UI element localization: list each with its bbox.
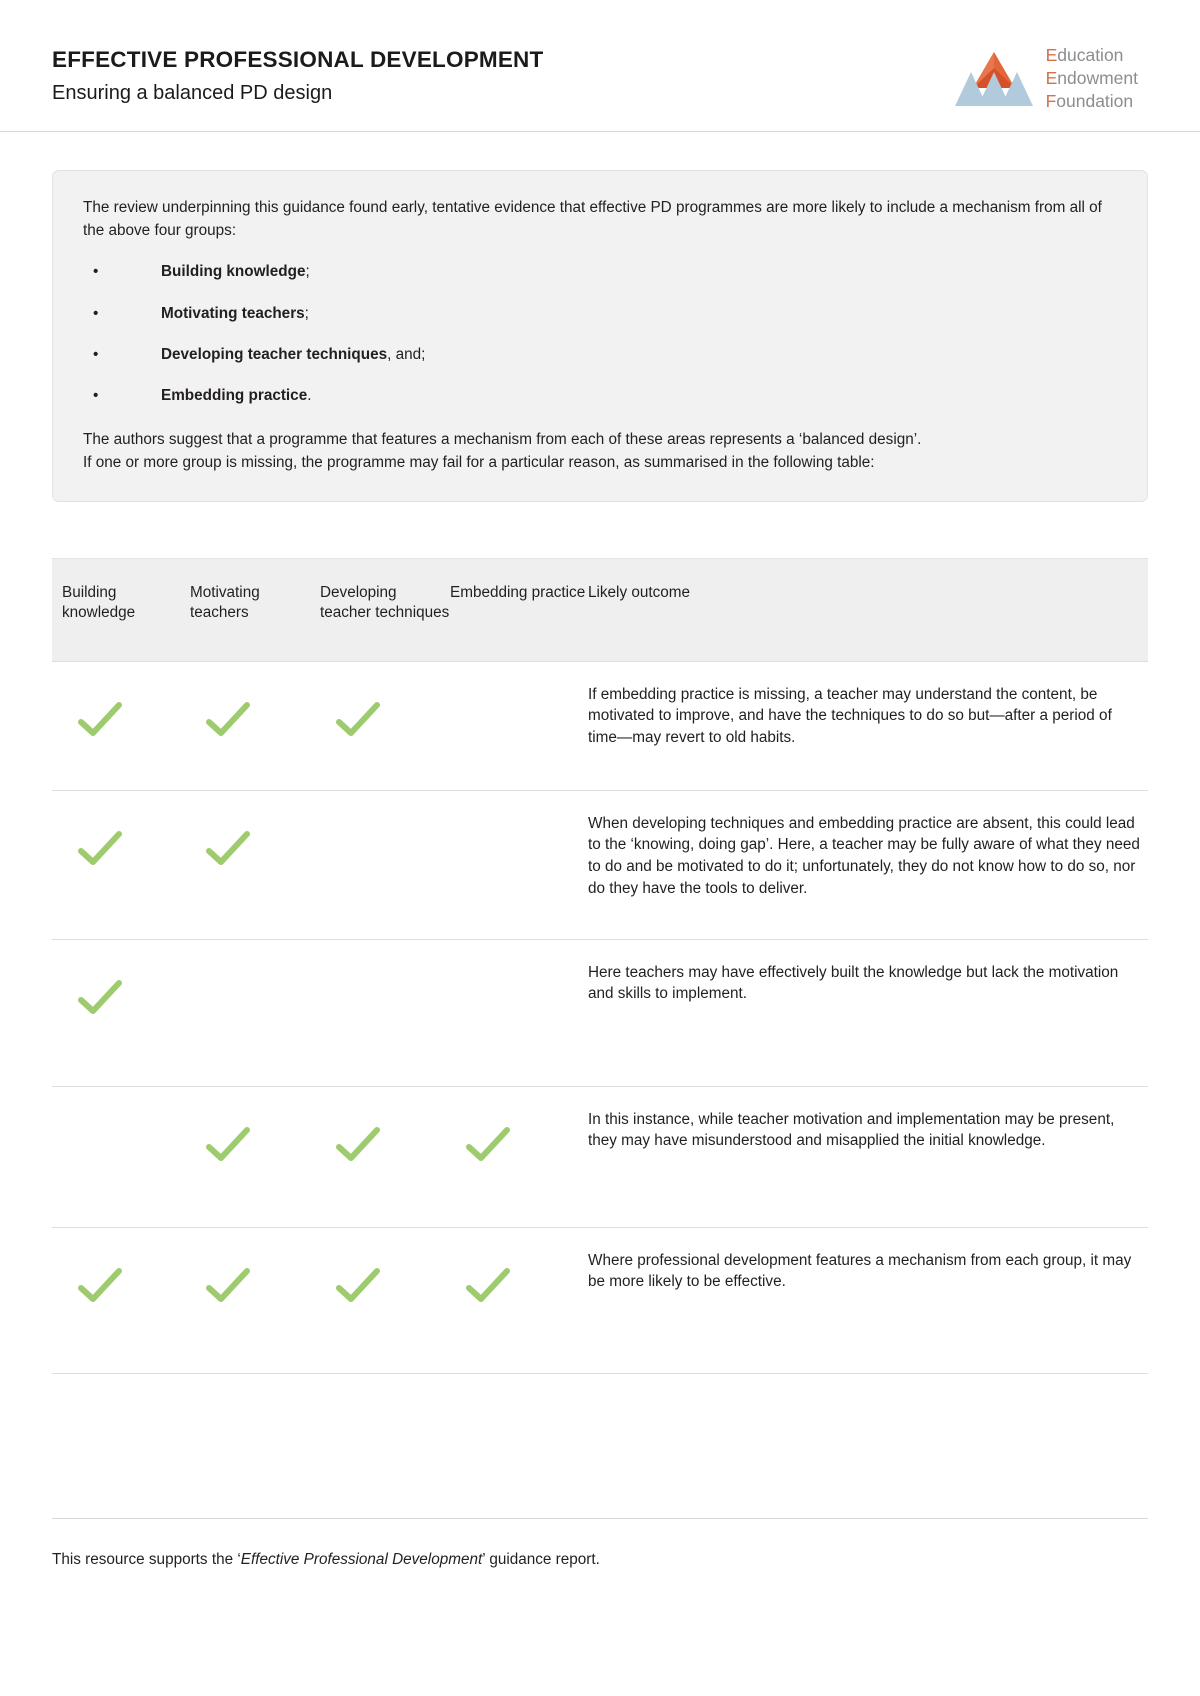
logo-line-education: Education — [1045, 45, 1124, 65]
check-icon — [76, 700, 124, 740]
check-icon — [334, 700, 382, 740]
table-row — [52, 790, 1148, 939]
table-row — [52, 1227, 1148, 1373]
cell-motivating-teachers — [190, 662, 320, 762]
balanced-design-table — [52, 558, 1148, 1474]
check-icon — [204, 829, 252, 869]
table-header-row — [52, 558, 1148, 661]
table-row — [52, 939, 1148, 1086]
column-header-building-knowledge: Building knowledge — [62, 583, 136, 622]
eef-logo-text — [1046, 44, 1138, 113]
footer-report-title: Effective Professional Development — [240, 1550, 483, 1568]
list-item-label: Building knowledge — [161, 263, 306, 281]
list-item-label: Developing teacher techniques — [161, 345, 388, 363]
check-icon — [464, 1266, 512, 1306]
list-item-tail: , and; — [387, 345, 426, 363]
check-icon — [334, 1266, 382, 1306]
column-header-embedding-practice: Embedding practice — [450, 583, 586, 601]
cell-building-knowledge — [52, 940, 190, 1040]
header-divider — [0, 131, 1200, 132]
cell-developing-teacher-techniques — [320, 662, 450, 762]
footer-prefix: This resource supports the ‘ — [52, 1550, 241, 1568]
check-icon — [76, 1266, 124, 1306]
cell-developing-teacher-techniques — [320, 791, 450, 851]
cell-likely-outcome: Where professional development features a mechanism from each group, it may be more likely to be effective. — [588, 1251, 1132, 1291]
check-icon — [334, 1125, 382, 1165]
cell-building-knowledge — [52, 1087, 190, 1147]
header-titles — [52, 40, 543, 106]
mechanism-group-list — [83, 261, 1117, 407]
bullet-icon: • — [93, 304, 99, 322]
cell-likely-outcome: If embedding practice is missing, a teacher may understand the content, be motivated to improve, and have the techniques to do so but—after a period of time—may revert to old habits. — [588, 685, 1112, 747]
check-icon — [204, 1125, 252, 1165]
check-icon — [464, 1125, 512, 1165]
cell-motivating-teachers — [190, 791, 320, 891]
cell-motivating-teachers — [190, 940, 320, 1000]
bullet-icon: • — [93, 387, 99, 405]
cell-motivating-teachers — [190, 1228, 320, 1328]
table-row — [52, 1086, 1148, 1227]
list-item — [83, 344, 1117, 365]
column-header-motivating-teachers: Motivating teachers — [190, 583, 260, 622]
cell-developing-teacher-techniques — [320, 1087, 450, 1187]
footer-text — [52, 1549, 1148, 1570]
page-footer — [52, 1518, 1148, 1600]
list-item-tail: ; — [304, 304, 309, 322]
cell-likely-outcome: When developing techniques and embedding practice are absent, this could lead to the ‘knowing, doing gap’. Here, a teacher may be fully aware of what they need to do and be motivated to do it; unfortunately, they do not know how to do so, nor do they have the tools to deliver. — [588, 814, 1140, 897]
intro-outro-text — [83, 429, 1117, 475]
cell-embedding-practice — [450, 662, 588, 722]
bullet-icon: • — [93, 263, 99, 281]
cell-embedding-practice — [450, 1087, 588, 1187]
intro-outro-line-2: If one or more group is missing, the programme may fail for a particular reason, as summarised in the following table: — [83, 453, 875, 471]
list-item — [83, 385, 1117, 406]
logo-line-foundation: Foundation — [1045, 91, 1134, 112]
bullet-icon: • — [93, 345, 99, 363]
cell-building-knowledge — [52, 791, 190, 891]
table-row — [52, 661, 1148, 790]
logo-line-endowment: Endowment — [1045, 68, 1138, 89]
footer-suffix: ’ guidance report. — [482, 1550, 600, 1568]
intro-outro-line-1: The authors suggest that a programme that features a mechanism from each of these areas represents a ‘balanced design’. — [83, 430, 922, 448]
page-title: EFFECTIVE PROFESSIONAL DEVELOPMENT — [52, 47, 544, 72]
intro-lead-text: The review underpinning this guidance found early, tentative evidence that effective PD programmes are more likely to include a mechanism from all of the above four groups: — [83, 199, 1102, 240]
list-item-label: Motivating teachers — [161, 304, 305, 322]
cell-likely-outcome: Here teachers may have effectively built the knowledge but lack the motivation and skills to implement. — [588, 963, 1119, 1003]
cell-developing-teacher-techniques — [320, 1228, 450, 1328]
table-bottom-border — [52, 1373, 1148, 1474]
cell-embedding-practice — [450, 1228, 588, 1328]
column-header-likely-outcome: Likely outcome — [588, 583, 691, 601]
cell-building-knowledge — [52, 662, 190, 762]
cell-motivating-teachers — [190, 1087, 320, 1187]
list-item — [83, 303, 1117, 324]
page-header — [52, 0, 1148, 131]
list-item-tail: ; — [305, 263, 310, 281]
list-item — [83, 261, 1117, 282]
cell-embedding-practice — [450, 940, 588, 1000]
list-item-label: Embedding practice — [161, 387, 308, 405]
intro-panel — [52, 170, 1148, 501]
column-header-developing-teacher-techniques: Developing teacher techniques — [320, 583, 450, 622]
check-icon — [204, 1266, 252, 1306]
cell-building-knowledge — [52, 1228, 190, 1328]
check-icon — [204, 700, 252, 740]
eef-logo — [955, 40, 1148, 113]
eef-triangles-icon — [955, 48, 1033, 110]
cell-embedding-practice — [450, 791, 588, 851]
cell-likely-outcome: In this instance, while teacher motivation and implementation may be present, they may have misunderstood and misapplied the initial knowledge. — [588, 1110, 1115, 1150]
cell-developing-teacher-techniques — [320, 940, 450, 1000]
page-subtitle: Ensuring a balanced PD design — [52, 82, 333, 105]
check-icon — [76, 829, 124, 869]
list-item-tail: . — [307, 387, 312, 405]
check-icon — [76, 978, 124, 1018]
